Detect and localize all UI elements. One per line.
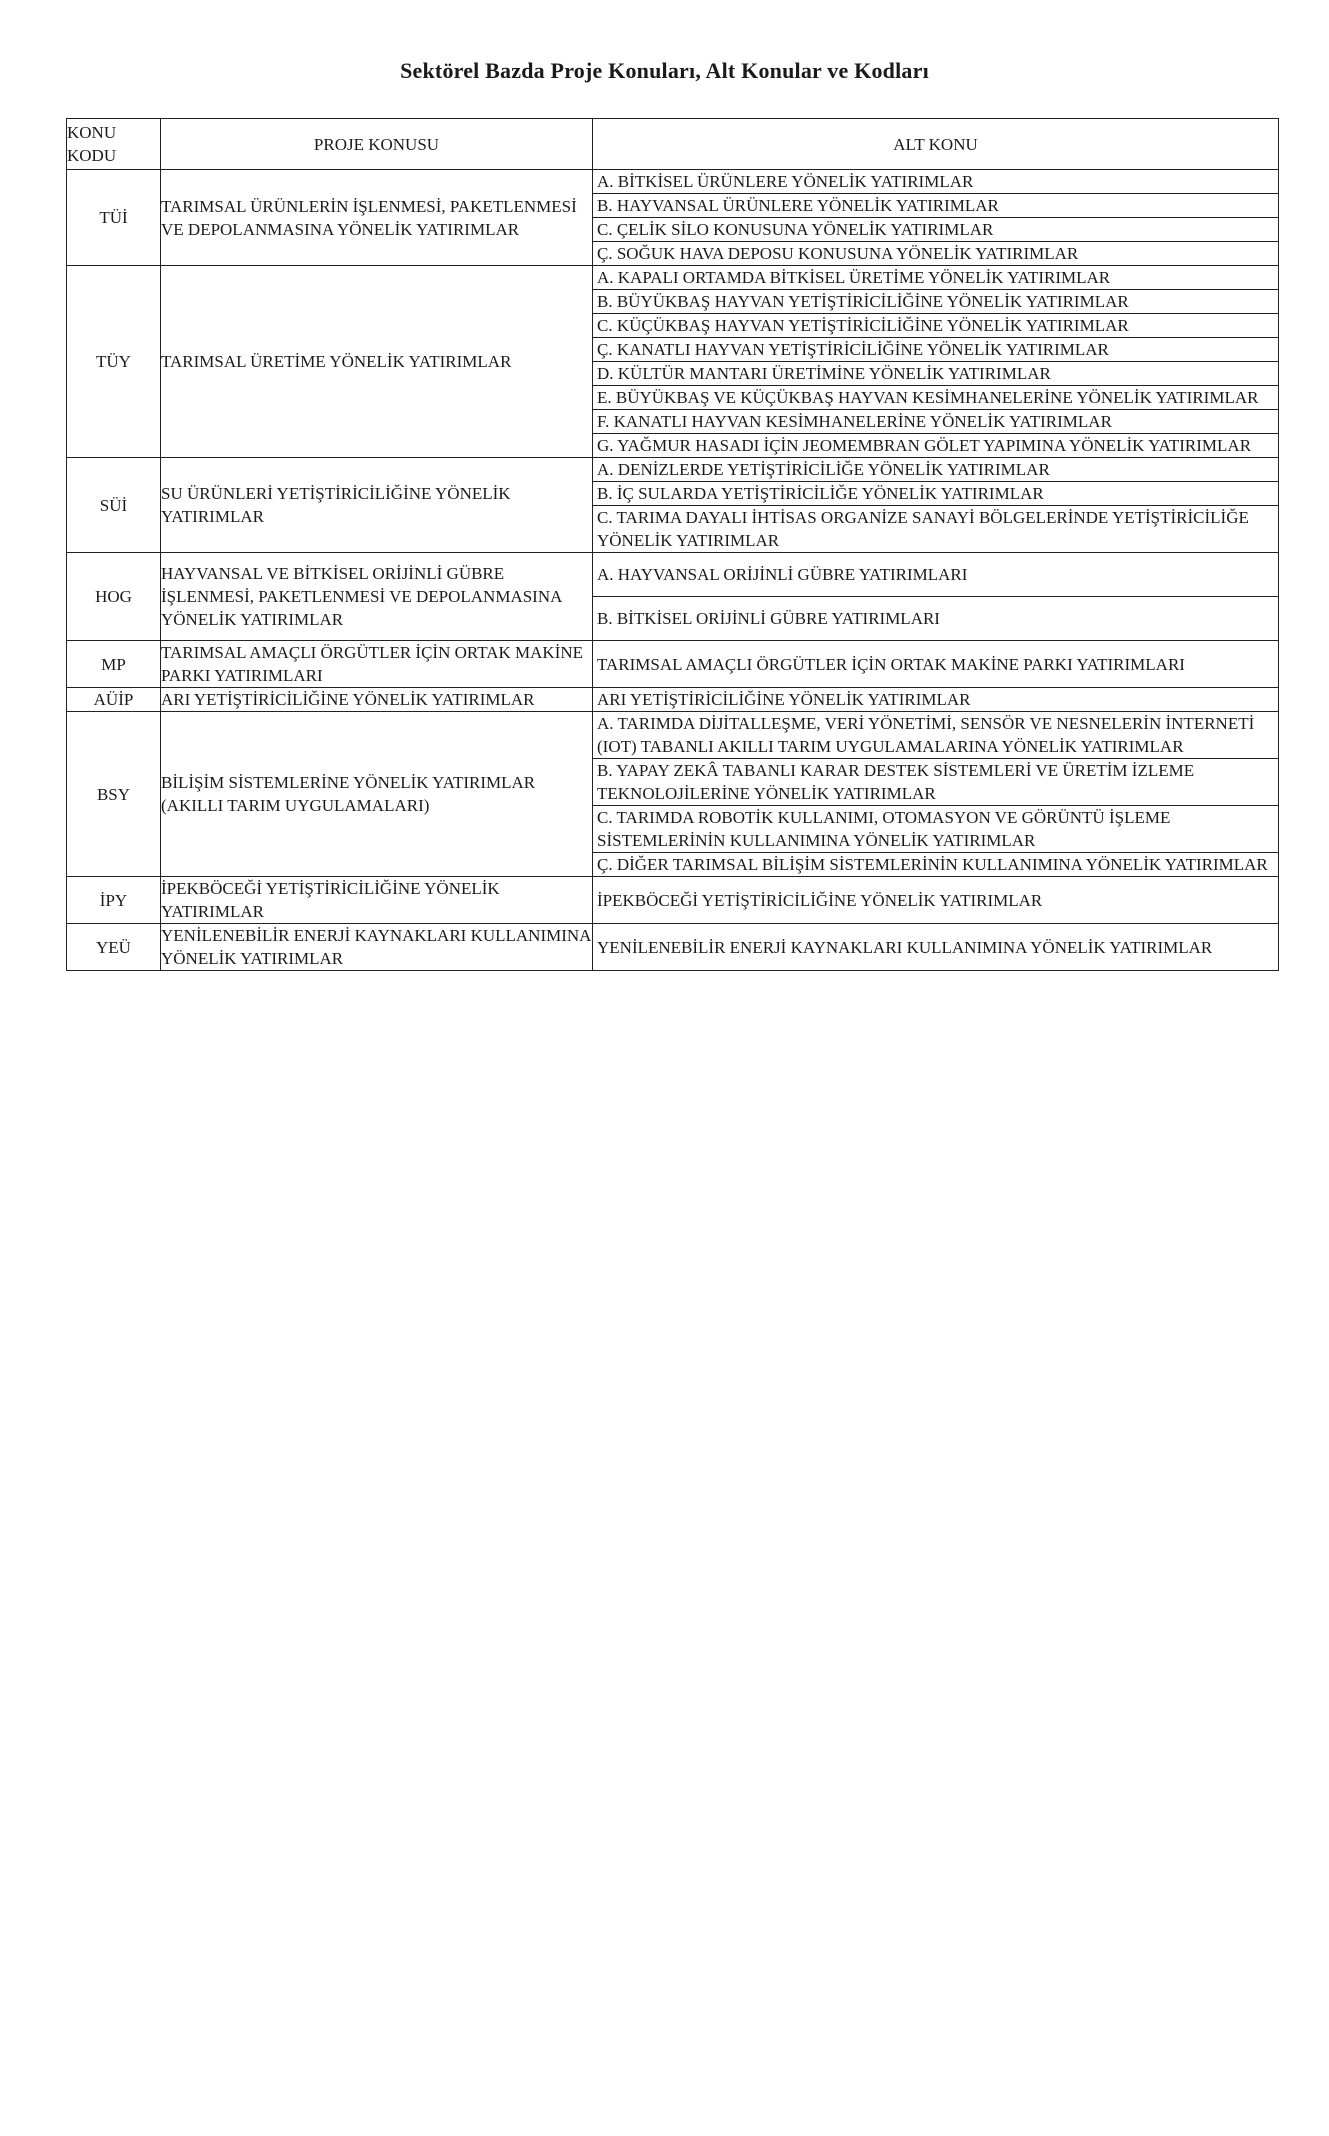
subtopic: YENİLENEBİLİR ENERJİ KAYNAKLARI KULLANIMINA YÖNELİK YATIRIMLAR [597,937,1213,957]
header-subtopic: ALT KONU [593,119,1279,170]
subtopic-list [593,458,1279,553]
project-topic: YENİLENEBİLİR ENERJİ KAYNAKLARI KULLANIMINA YÖNELİK YATIRIMLAR [161,924,593,971]
subtopic: C. ÇELİK SİLO KONUSUNA YÖNELİK YATIRIMLAR [593,218,1278,242]
document-title: Sektörel Bazda Proje Konuları, Alt Konular ve Kodları [400,58,929,83]
subtopic: A. DENİZLERDE YETİŞTİRİCİLİĞE YÖNELİK YATIRIMLAR [593,458,1278,482]
subtopic-list [593,712,1279,877]
subtopic: B. İÇ SULARDA YETİŞTİRİCİLİĞE YÖNELİK YATIRIMLAR [593,482,1278,506]
table-row [67,712,1279,877]
subtopic: F. KANATLI HAYVAN KESİMHANELERİNE YÖNELİK YATIRIMLAR [593,410,1278,434]
subtopic-list [593,170,1279,266]
topic-code: SÜİ [67,458,161,553]
project-topic: ARI YETİŞTİRİCİLİĞİNE YÖNELİK YATIRIMLAR [161,688,593,712]
project-topic: İPEKBÖCEĞİ YETİŞTİRİCİLİĞİNE YÖNELİK YATIRIMLAR [161,877,593,924]
subtopic-list [593,877,1279,924]
table-row [67,877,1279,924]
table-row [67,458,1279,553]
subtopic-list [593,266,1279,458]
subtopic: B. YAPAY ZEKÂ TABANLI KARAR DESTEK SİSTEMLERİ VE ÜRETİM İZLEME TEKNOLOJİLERİNE YÖNELİK YATIRIMLAR [593,759,1278,806]
subtopic: C. TARIMA DAYALI İHTİSAS ORGANİZE SANAYİ BÖLGELERİNDE YETİŞTİRİCİLİĞE YÖNELİK YATIRIMLAR [597,508,1249,550]
subtopic: İPEKBÖCEĞİ YETİŞTİRİCİLİĞİNE YÖNELİK YATIRIMLAR [597,890,1043,910]
topic-code: TÜİ [67,170,161,266]
subtopic: D. KÜLTÜR MANTARI ÜRETİMİNE YÖNELİK YATIRIMLAR [593,362,1278,386]
subtopic: B. BİTKİSEL ORİJİNLİ GÜBRE YATIRIMLARI [597,609,940,628]
project-topic: TARIMSAL ÜRETİME YÖNELİK YATIRIMLAR [161,266,593,458]
subtopic: Ç. SOĞUK HAVA DEPOSU KONUSUNA YÖNELİK YATIRIMLAR [597,244,1079,263]
subtopic: A. KAPALI ORTAMDA BİTKİSEL ÜRETİME YÖNELİK YATIRIMLAR [593,266,1278,290]
project-topic: TARIMSAL AMAÇLI ÖRGÜTLER İÇİN ORTAK MAKİNE PARKI YATIRIMLARI [161,641,593,688]
subtopic: C. TARIMDA ROBOTİK KULLANIMI, OTOMASYON VE GÖRÜNTÜ İŞLEME SİSTEMLERİNİN KULLANIMINA YÖNELİK YATIRIMLAR [593,806,1278,853]
subtopic: A. HAYVANSAL ORİJİNLİ GÜBRE YATIRIMLARI [593,553,1278,597]
table-row [67,170,1279,266]
subtopic-list [593,688,1279,712]
subtopic: C. KÜÇÜKBAŞ HAYVAN YETİŞTİRİCİLİĞİNE YÖNELİK YATIRIMLAR [593,314,1278,338]
table-row [67,924,1279,971]
topic-code: BSY [67,712,161,877]
topic-code: AÜİP [67,688,161,712]
subtopic: G. YAĞMUR HASADI İÇİN JEOMEMBRAN GÖLET YAPIMINA YÖNELİK YATIRIMLAR [597,436,1252,455]
topic-code: MP [67,641,161,688]
subtopic: Ç. DİĞER TARIMSAL BİLİŞİM SİSTEMLERİNİN KULLANIMINA YÖNELİK YATIRIMLAR [597,855,1268,874]
project-topic: TARIMSAL ÜRÜNLERİN İŞLENMESİ, PAKETLENMESİ VE DEPOLANMASINA YÖNELİK YATIRIMLAR [161,170,593,266]
subtopic: B. HAYVANSAL ÜRÜNLERE YÖNELİK YATIRIMLAR [593,194,1278,218]
table-row [67,553,1279,641]
subtopic-list [593,924,1279,971]
topic-code: İPY [67,877,161,924]
table-row [67,266,1279,458]
subtopic: A. TARIMDA DİJİTALLEŞME, VERİ YÖNETİMİ, SENSÖR VE NESNELERİN İNTERNETİ (IOT) TABANLI AKILLI TARIM UYGULAMALARINA YÖNELİK YATIRIMLAR [593,712,1278,759]
project-topics-table [66,118,1279,971]
project-topic: BİLİŞİM SİSTEMLERİNE YÖNELİK YATIRIMLAR (AKILLI TARIM UYGULAMALARI) [161,712,593,877]
subtopic: Ç. KANATLI HAYVAN YETİŞTİRİCİLİĞİNE YÖNELİK YATIRIMLAR [593,338,1278,362]
subtopic: ARI YETİŞTİRİCİLİĞİNE YÖNELİK YATIRIMLAR [597,690,971,709]
table-row [67,688,1279,712]
header-project: PROJE KONUSU [161,119,593,170]
topic-code: HOG [67,553,161,641]
subtopic: E. BÜYÜKBAŞ VE KÜÇÜKBAŞ HAYVAN KESİMHANELERİNE YÖNELİK YATIRIMLAR [593,386,1278,410]
topic-code: TÜY [67,266,161,458]
table-header-row [67,119,1279,170]
topic-code: YEÜ [67,924,161,971]
subtopic: TARIMSAL AMAÇLI ÖRGÜTLER İÇİN ORTAK MAKİNE PARKI YATIRIMLARI [597,654,1185,674]
table-row [67,641,1279,688]
header-code: KONU KODU [67,119,161,170]
subtopic-list [593,641,1279,688]
subtopic: A. BİTKİSEL ÜRÜNLERE YÖNELİK YATIRIMLAR [593,170,1278,194]
subtopic: B. BÜYÜKBAŞ HAYVAN YETİŞTİRİCİLİĞİNE YÖNELİK YATIRIMLAR [593,290,1278,314]
subtopic-list [593,553,1279,641]
project-topic: HAYVANSAL VE BİTKİSEL ORİJİNLİ GÜBRE İŞLENMESİ, PAKETLENMESİ VE DEPOLANMASINA YÖNELİK YATIRIMLAR [161,553,593,641]
project-topic: SU ÜRÜNLERİ YETİŞTİRİCİLİĞİNE YÖNELİK YATIRIMLAR [161,458,593,553]
